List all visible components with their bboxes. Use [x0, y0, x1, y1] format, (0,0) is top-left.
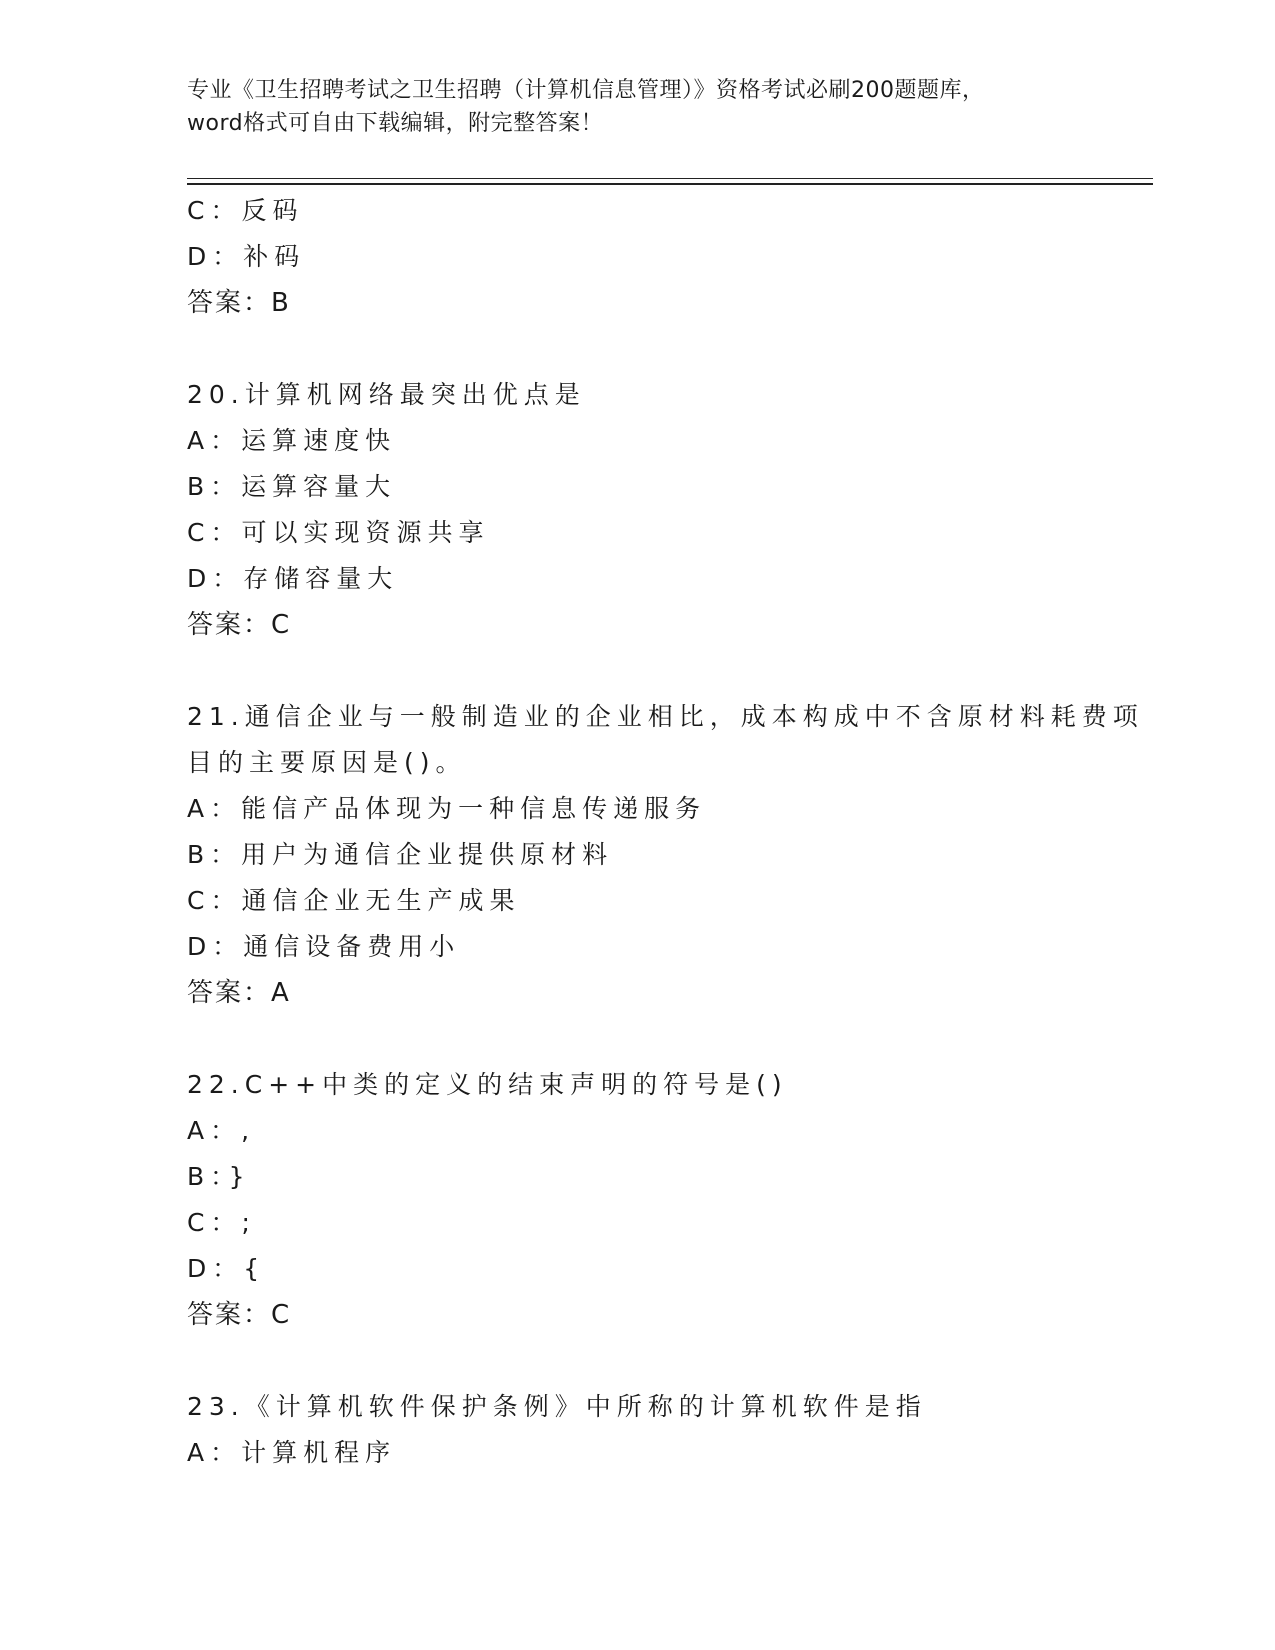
header-divider-thin: [187, 178, 1153, 179]
question-text-line-2: 目的主要原因是()。: [187, 748, 467, 777]
option-b: B：}: [187, 1162, 251, 1191]
question-text-line-1: 21.通信企业与一般制造业的企业相比，成本构成中不含原材料耗费项: [187, 702, 1144, 731]
option-c: C：反码: [187, 196, 304, 225]
option-c: C：可以实现资源共享: [187, 518, 490, 547]
question-list: [187, 188, 1147, 1476]
answer: 答案：C: [187, 610, 292, 640]
option-b: B：运算容量大: [187, 472, 397, 501]
option-d: D：补码: [187, 242, 306, 271]
spacer: [187, 648, 1147, 694]
question-text: 22.C++中类的定义的结束声明的符号是(): [187, 1070, 788, 1099]
option-c: C：通信企业无生产成果: [187, 886, 521, 915]
option-a: A：运算速度快: [187, 426, 397, 455]
header-line-2: word格式可自由下载编辑，附完整答案！: [187, 111, 604, 136]
question-19-tail: [187, 188, 1147, 326]
question-text: 23.《计算机软件保护条例》中所称的计算机软件是指: [187, 1392, 927, 1421]
option-c: C：;: [187, 1208, 256, 1237]
document-header: [187, 74, 1087, 140]
option-a: A：计算机程序: [187, 1438, 397, 1467]
spacer: [187, 326, 1147, 372]
header-line-1: 专业《卫生招聘考试之卫生招聘（计算机信息管理）》资格考试必刷200题题库，: [187, 78, 985, 103]
option-d: D：{: [187, 1254, 266, 1283]
question-23: [187, 1384, 1147, 1476]
option-a: A：,: [187, 1116, 256, 1145]
spacer: [187, 1338, 1147, 1384]
header-divider-thick: [187, 183, 1153, 185]
answer: 答案：B: [187, 288, 291, 318]
answer: 答案：C: [187, 1300, 292, 1330]
option-d: D：存储容量大: [187, 564, 399, 593]
question-21: [187, 694, 1147, 1016]
question-22: [187, 1062, 1147, 1338]
option-d: D：通信设备费用小: [187, 932, 461, 961]
option-b: B：用户为通信企业提供原材料: [187, 840, 614, 869]
question-20: [187, 372, 1147, 648]
answer: 答案：A: [187, 978, 291, 1008]
option-a: A：能信产品体现为一种信息传递服务: [187, 794, 707, 823]
question-text: 20.计算机网络最突出优点是: [187, 380, 586, 409]
spacer: [187, 1016, 1147, 1062]
